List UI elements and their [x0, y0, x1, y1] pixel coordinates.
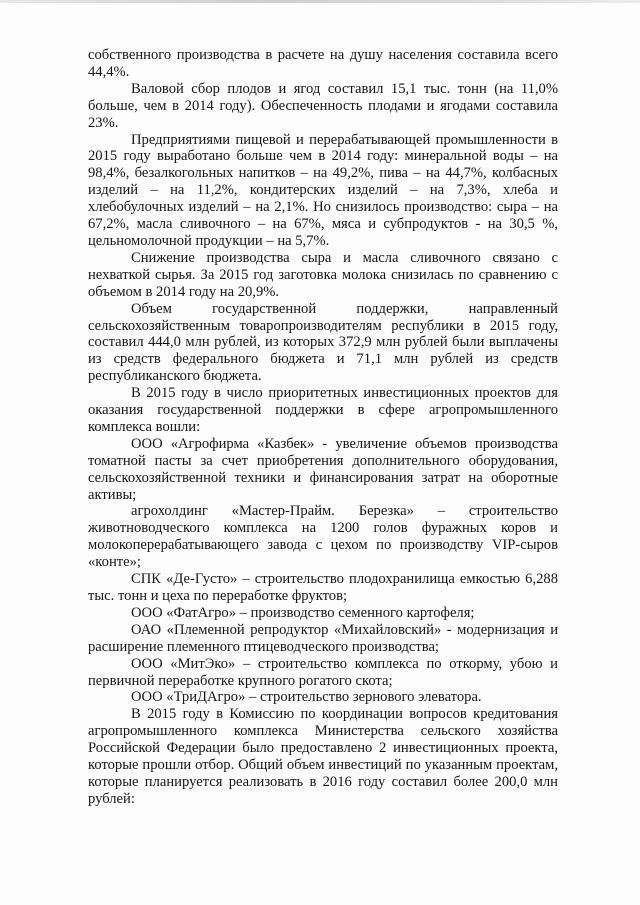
document-body: [88, 47, 558, 808]
paragraph-priority-projects-intro: В 2015 году в число приоритетных инвестиционных проектов для оказания государственной поддержки в сфере агропромышленного комплекса вошли:: [88, 385, 558, 435]
list-item-kazbek: ООО «Агрофирма «Казбек» - увеличение объемов производства томатной пасты за счет приобретения дополнительного оборудования, сельскохозяйственной техники и финансирования затрат на оборотные активы;: [88, 435, 558, 503]
list-item-mikhailovsky: ОАО «Племенной репродуктор «Михайловский» - модернизация и расширение племенного птицеводческого производства;: [88, 621, 558, 655]
list-item-tridagro: ООО «ТриДАгро» – строительство зернового элеватора.: [131, 689, 482, 706]
list-item-de-gusto: СПК «Де-Густо» – строительство плодохранилища емкостью 6,288 тыс. тонн и цеха по переработке фруктов;: [88, 571, 558, 604]
paragraph-cheese-butter-decline: Снижение производства сыра и масла сливочного связано с нехваткой сырья. За 2015 год заготовка молока снизилась по сравнению с объемом в 2014 году на 20,9%.: [88, 249, 558, 300]
list-item-master-prime: агрохолдинг «Мастер-Прайм. Березка» – строительство животноводческого комплекса на 1200 голов фуражных коров и молокоперерабатывающего завода с цехом по производству VIP-сыров «конте»;: [88, 503, 558, 571]
list-item-miteko: ООО «МитЭко» – строительство комплекса по откорму, убою и первичной переработке крупного рогатого скота;: [88, 655, 558, 689]
paragraph-per-capita-production: собственного производства в расчете на душу населения составила всего 44,4%.: [88, 47, 558, 80]
paragraph-credit-commission: В 2015 году в Комиссию по координации вопросов кредитования агропромышленного комплекса Министерства сельского хозяйства Российской Федерации было предоставлено 2 инвестиционных проекта, которые прошли отбор. Общий объем инвестиций по указанным проектам, которые планируется реализовать в 2016 году составил более 200,0 млн рублей:: [88, 706, 558, 807]
paragraph-fruit-harvest: Валовой сбор плодов и ягод составил 15,1 тыс. тонн (на 11,0% больше, чем в 2014 году). Обеспеченность плодами и ягодами составила 23%.: [88, 80, 558, 131]
scan-edge: [0, 0, 640, 3]
list-item-fatagro: ООО «ФатАгро» – производство семенного картофеля;: [131, 604, 475, 621]
paragraph-state-support: Объем государственной поддержки, направленный сельскохозяйственным товаропроизводителям республики в 2015 году, составил 444,0 млн рублей, из которых 372,9 млн рублей были выплачены из средств федерального бюджета и 71,1 млн рублей из средств республиканского бюджета.: [88, 300, 558, 385]
paragraph-food-industry-output: Предприятиями пищевой и перерабатывающей промышленности в 2015 году выработано больше чем в 2014 году: минеральной воды – на 98,4%, безалкогольных напитков – на 49,2%, пива – на 44,7%, колбасных изделий – на 11,2%, кондитерских изделий – на 7,3%, хлеба и хлебобулочных изделий – на 2,1%. Но снизилось производство: сыра – на 67,2%, масла сливочного – на 67%, мяса и субпродуктов - на 30,5 %, цельномолочной продукции – на 5,7%.: [88, 131, 558, 249]
